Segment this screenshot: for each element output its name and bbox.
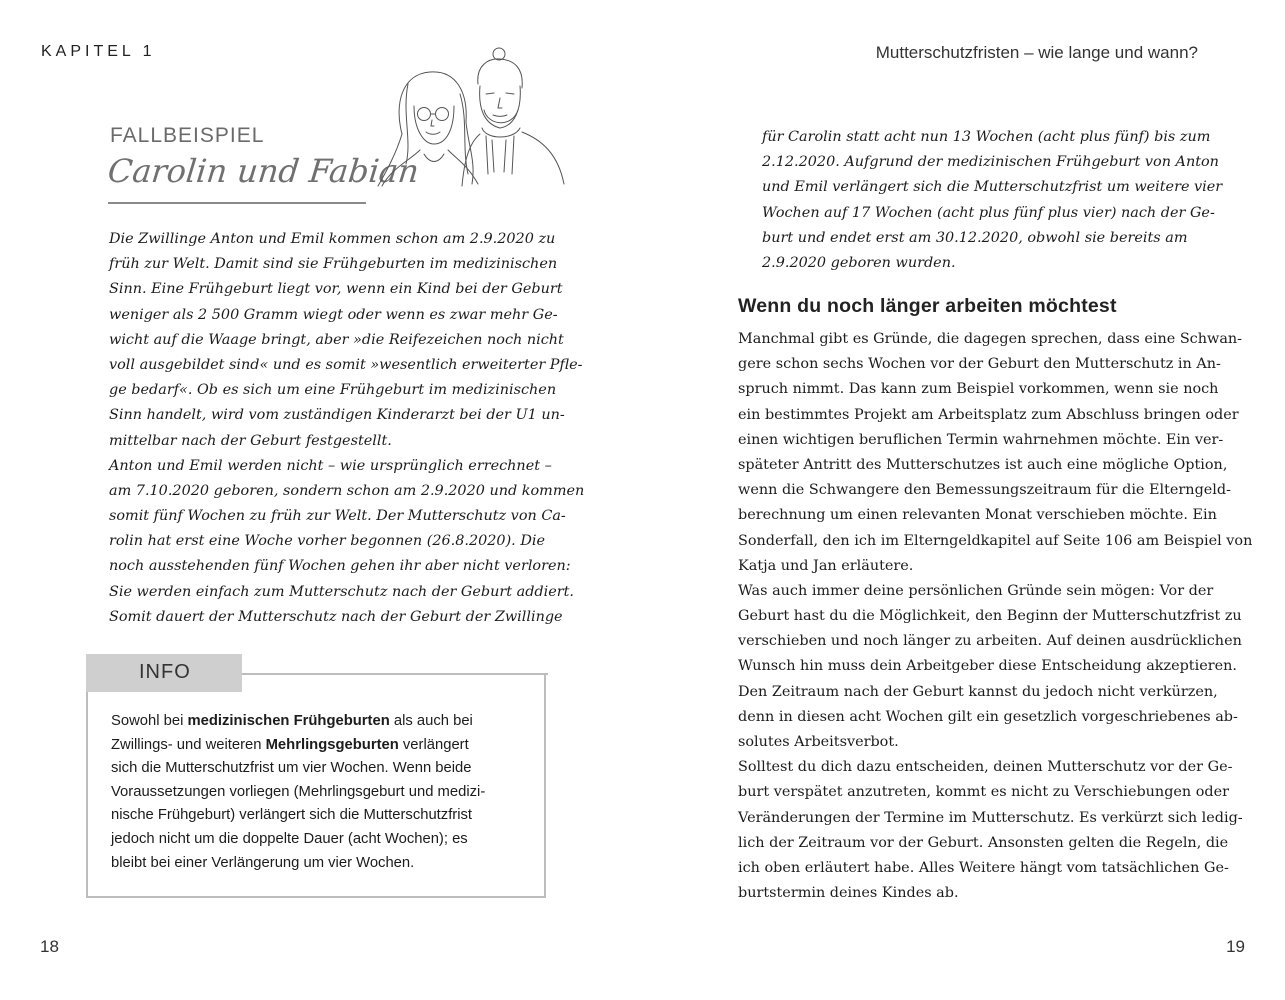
case-study-line: Sie werden einfach zum Mutterschutz nach der Geburt addiert. [109, 583, 575, 600]
section-body-line: ich oben erläutert habe. Alles Weitere hängt vom tatsächlichen Ge- [738, 859, 1229, 876]
case-study-continuation-line: Wochen auf 17 Wochen (acht plus fünf plus vier) nach der Ge- [762, 204, 1215, 221]
info-segment: verlängert [398, 736, 469, 753]
info-line [111, 757, 485, 781]
section-body-line: Manchmal gibt es Gründe, die dagegen sprechen, dass eine Schwan- [738, 331, 1243, 347]
info-line [111, 781, 485, 805]
section-body-line: Sonderfall, den ich im Elterngeldkapitel auf Seite 106 am Beispiel von [738, 532, 1253, 549]
info-line [111, 852, 485, 876]
section-body-line: Veränderungen der Termine im Mutterschutz. Es verkürzt sich ledig- [738, 809, 1243, 826]
case-study-continuation [762, 125, 1222, 276]
case-study-line: wicht auf die Waage bringt, aber »die Reifezeichen noch nicht [109, 331, 564, 348]
info-emphasis: Mehrlingsgeburten [265, 736, 399, 753]
info-segment: jedoch nicht um die doppelte Dauer (acht Wochen); es [111, 830, 468, 847]
case-study-line: somit fünf Wochen zu früh zur Welt. Der Mutterschutz von Ca- [109, 508, 566, 525]
info-segment: sich die Mutterschutzfrist um vier Wochen. Wenn beide [111, 760, 472, 777]
info-segment: nische Frühgeburt) verlängert sich die Mutterschutzfrist [111, 807, 473, 824]
info-segment: bleibt bei einer Verlängerung um vier Wochen. [111, 854, 415, 871]
section-body-line: gere schon sechs Wochen vor der Geburt den Mutterschutz in An- [738, 356, 1221, 373]
section-body-line: einen wichtigen beruflichen Termin wahrnehmen möchte. Ein ver- [738, 431, 1224, 448]
case-study-line: mittelbar nach der Geburt festgestellt. [109, 432, 392, 449]
info-text [111, 710, 485, 875]
info-line [111, 828, 485, 852]
case-study-text [109, 227, 584, 630]
section-body-line: Katja und Jan erläutere. [738, 557, 914, 574]
case-study-line: weniger als 2 500 Gramm wiegt oder wenn es zwar mehr Ge- [109, 306, 558, 323]
case-study-line: voll ausgebildet sind« und es somit »wesentlich erweiterter Pfle- [109, 356, 583, 373]
section-body-line: lich der Zeitraum vor der Geburt. Ansonsten gelten die Regeln, die [738, 834, 1229, 851]
case-study-continuation-line: und Emil verlängert sich die Mutterschutzfrist um weitere vier [762, 179, 1223, 196]
section-body-line: spruch nimmt. Das kann zum Beispiel vorkommen, wenn sie noch [738, 381, 1219, 398]
case-study-continuation-line: 2.9.2020 geboren wurden. [762, 254, 956, 271]
info-line [111, 804, 485, 828]
section-body-line: Solltest du dich dazu entscheiden, deinen Mutterschutz vor der Ge- [738, 759, 1233, 776]
case-study-line: Sinn handelt, wird vom zuständigen Kinderarzt bei der U1 un- [109, 407, 565, 424]
case-study-line: rolin hat erst eine Woche vorher begonnen (26.8.2020). Die [109, 533, 545, 550]
info-emphasis: medizinischen Frühgeburten [187, 713, 390, 729]
running-title: Mutterschutzfristen – wie lange und wann? [875, 43, 1198, 62]
section-body-line: Was auch immer deine persönlichen Gründe sein mögen: Vor der [738, 582, 1214, 599]
section-body-line: späteter Antritt des Mutterschutzes ist auch eine mögliche Option, [738, 456, 1228, 473]
section-heading: Wenn du noch länger arbeiten möchtest [738, 295, 1117, 317]
section-body-line: Geburt hast du die Möglichkeit, den Beginn der Mutterschutzfrist zu [738, 608, 1242, 625]
case-study-line: noch ausstehenden fünf Wochen gehen ihr aber nicht verloren: [109, 558, 571, 575]
case-study-line: am 7.10.2020 geboren, sondern schon am 2.9.2020 und kommen [109, 482, 585, 499]
info-segment: Zwillings- und weiteren [111, 736, 266, 753]
info-segment: als auch bei [389, 713, 473, 729]
section-body-line: burtstermin deines Kindes ab. [738, 885, 959, 902]
section-body [738, 327, 1252, 906]
page-number-right: 19 [1226, 937, 1245, 956]
case-study-continuation-line: burt und endet erst am 30.12.2020, obwohl sie bereits am [762, 229, 1188, 246]
info-segment: Voraussetzungen vorliegen (Mehrlingsgeburt und medizi- [111, 783, 486, 800]
chapter-label: KAPITEL 1 [41, 43, 156, 60]
case-study-label: FALLBEISPIEL [110, 124, 265, 147]
info-segment: Sowohl bei [111, 713, 188, 729]
section-body-line: burt verspätet anzutreten, kommt es nicht zu Verschiebungen oder [738, 784, 1230, 801]
info-line [111, 734, 485, 758]
section-body-line: ein bestimmtes Projekt am Arbeitsplatz zum Abschluss bringen oder [738, 406, 1239, 423]
info-label: INFO [139, 661, 191, 683]
section-body-line: Den Zeitraum nach der Geburt kannst du jedoch nicht verkürzen, [738, 683, 1218, 700]
case-study-continuation-line: für Carolin statt acht nun 13 Wochen (acht plus fünf) bis zum [762, 129, 1211, 145]
section-body-line: verschieben und noch länger zu arbeiten. Auf deinen ausdrücklichen [738, 633, 1242, 650]
info-line [111, 710, 485, 734]
section-body-line: Wunsch hin muss dein Arbeitgeber diese Entscheidung akzeptieren. [738, 658, 1237, 675]
case-study-names: Carolin und Fabian [106, 152, 421, 190]
case-study-line: Somit dauert der Mutterschutz nach der Geburt der Zwillinge [109, 608, 563, 625]
section-body-line: wenn die Schwangere den Bemessungszeitraum für die Elterngeld- [738, 482, 1231, 499]
portrait-couple-illustration [372, 44, 567, 190]
section-body-line: solutes Arbeitsverbot. [738, 734, 899, 750]
case-study-line: ge bedarf«. Ob es sich um eine Frühgeburt im medizinischen [109, 382, 557, 399]
section-body-line: berechnung um einen relevanten Monat verschieben möchte. Ein [738, 507, 1217, 524]
case-study-continuation-line: 2.12.2020. Aufgrund der medizinischen Frühgeburt von Anton [762, 154, 1219, 171]
page-number-left: 18 [40, 937, 59, 956]
case-study-line: Anton und Emil werden nicht – wie ursprünglich errechnet – [109, 457, 552, 474]
info-box-top-border [242, 673, 548, 675]
case-study-line: früh zur Welt. Damit sind sie Frühgeburten im medizinischen [109, 256, 558, 273]
info-tab [86, 654, 242, 692]
case-study-line: Sinn. Eine Frühgeburt liegt vor, wenn ein Kind bei der Geburt [109, 281, 563, 298]
section-body-line: denn in diesen acht Wochen gilt ein gesetzlich vorgeschriebenes ab- [738, 708, 1238, 725]
case-study-line: Die Zwillinge Anton und Emil kommen schon am 2.9.2020 zu [109, 231, 556, 247]
case-study-rule [108, 202, 366, 204]
